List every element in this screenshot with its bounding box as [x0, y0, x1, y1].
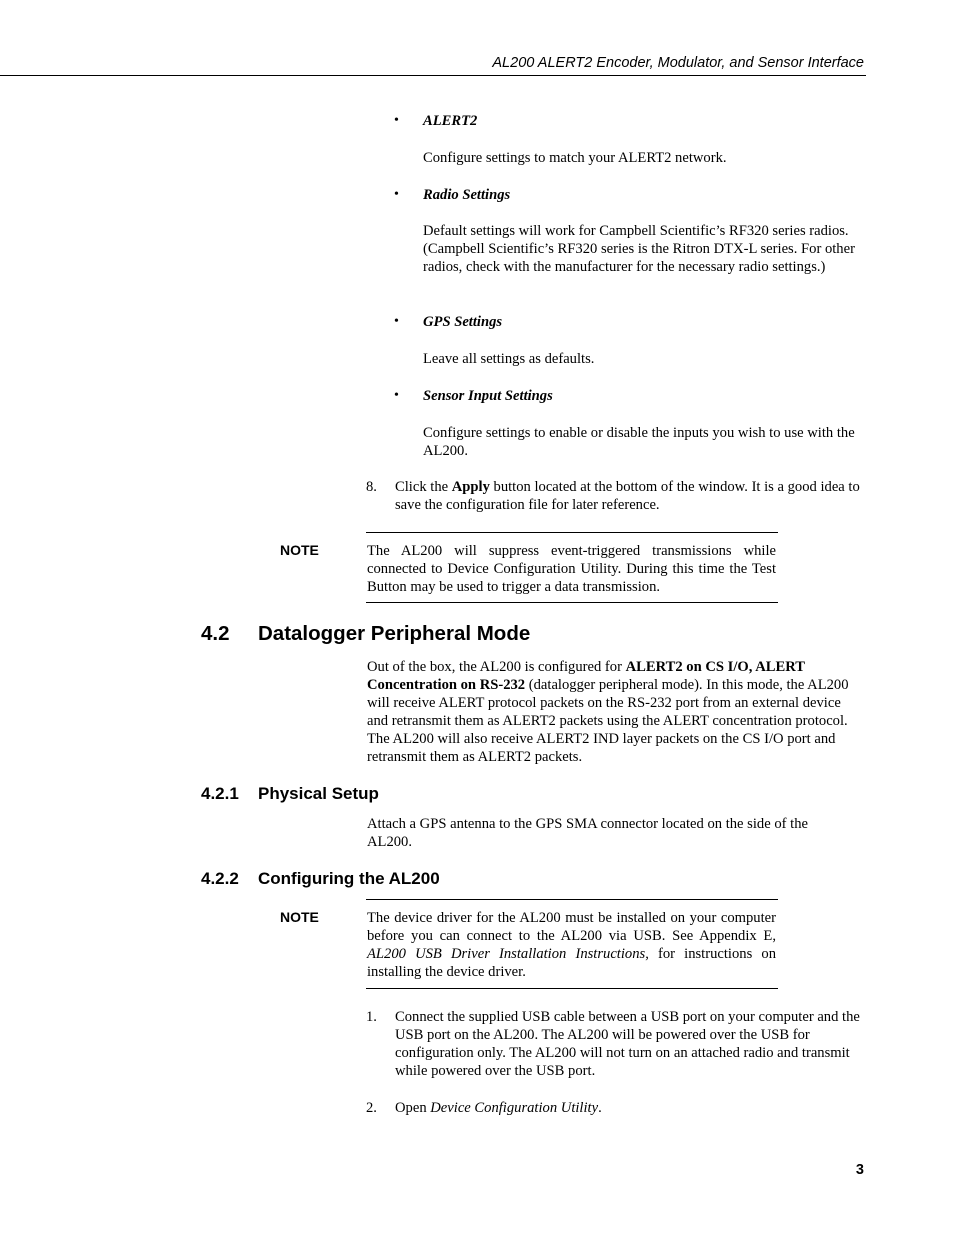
note-rule-top	[366, 532, 778, 533]
step-8-text: Click the Apply button located at the bottom of the window. It is a good idea to save the configuration file for later reference.	[395, 479, 860, 513]
bullet-title-alert2: ALERT2	[423, 113, 478, 129]
bullet-marker: •	[394, 113, 399, 128]
running-header: AL200 ALERT2 Encoder, Modulator, and Sensor Interface	[492, 55, 864, 71]
bullet-title-radio-settings: Radio Settings	[423, 187, 511, 203]
step-2-text: Open Device Configuration Utility.	[395, 1100, 602, 1116]
bullet-title-sensor-input-settings: Sensor Input Settings	[423, 388, 553, 404]
section-heading-4-2-1: 4.2.1 Physical Setup	[201, 784, 379, 803]
page-number: 3	[855, 1162, 864, 1178]
section-4-2-1-paragraph: Attach a GPS antenna to the GPS SMA connector located on the side of the AL200.	[367, 816, 808, 850]
step-number: 2.	[366, 1100, 377, 1116]
note-body: The AL200 will suppress event-triggered transmissions while connected to Device Configuration Utility. During this time the Test Button may be used to trigger a data transmission.	[367, 543, 776, 595]
bullet-body-alert2: Configure settings to match your ALERT2 network.	[423, 150, 727, 166]
section-heading-4-2-2: 4.2.2 Configuring the AL200	[201, 869, 440, 888]
section-4-2-paragraph: Out of the box, the AL200 is configured for ALERT2 on CS I/O, ALERT Concentration on RS-232 (datalogger peripheral mode). In this mode, the AL200 will receive ALERT protocol packets on the RS-232 port from an external device and retransmit them as ALERT2 packets using the ALERT concentration protocol. The AL200 will also receive ALERT2 IND layer packets on the CS I/O port and retransmit them as ALERT2 packets.	[367, 659, 849, 765]
note-rule-bottom	[366, 988, 778, 989]
bullet-body-gps-settings: Leave all settings as defaults.	[423, 351, 595, 367]
section-heading-4-2: 4.2 Datalogger Peripheral Mode	[201, 622, 531, 645]
bullet-body-radio-settings: Default settings will work for Campbell Scientific’s RF320 series radios. (Campbell Scientific’s RF320 series is the Ritron DTX-L series. For other radios, check with the manufacturer for the necessary radio settings.)	[423, 223, 855, 275]
note-rule-bottom	[366, 602, 778, 603]
bullet-marker: •	[394, 314, 399, 329]
step-1-text: Connect the supplied USB cable between a USB port on your computer and the USB port on the AL200. The AL200 will be powered over the USB for configuration only. The AL200 will not turn on an attached radio and transmit while powered over the USB port.	[395, 1009, 860, 1079]
bullet-body-sensor-input-settings: Configure settings to enable or disable the inputs you wish to use with the AL200.	[423, 425, 855, 459]
note-label: NOTE	[280, 542, 319, 558]
note-body: The device driver for the AL200 must be installed on your computer before you can connect to the AL200 via USB. See Appendix E, AL200 USB Driver Installation Instructions, for instructions on installing the device driver.	[367, 910, 776, 980]
apply-button-reference: Apply	[451, 479, 490, 495]
step-number: 8.	[366, 479, 377, 495]
bullet-title-gps-settings: GPS Settings	[423, 314, 503, 330]
note-label: NOTE	[280, 909, 319, 925]
bullet-marker: •	[394, 187, 399, 202]
note-rule-top	[366, 899, 778, 900]
bullet-marker: •	[394, 388, 399, 403]
header-rule	[0, 75, 866, 76]
step-number: 1.	[366, 1009, 377, 1025]
